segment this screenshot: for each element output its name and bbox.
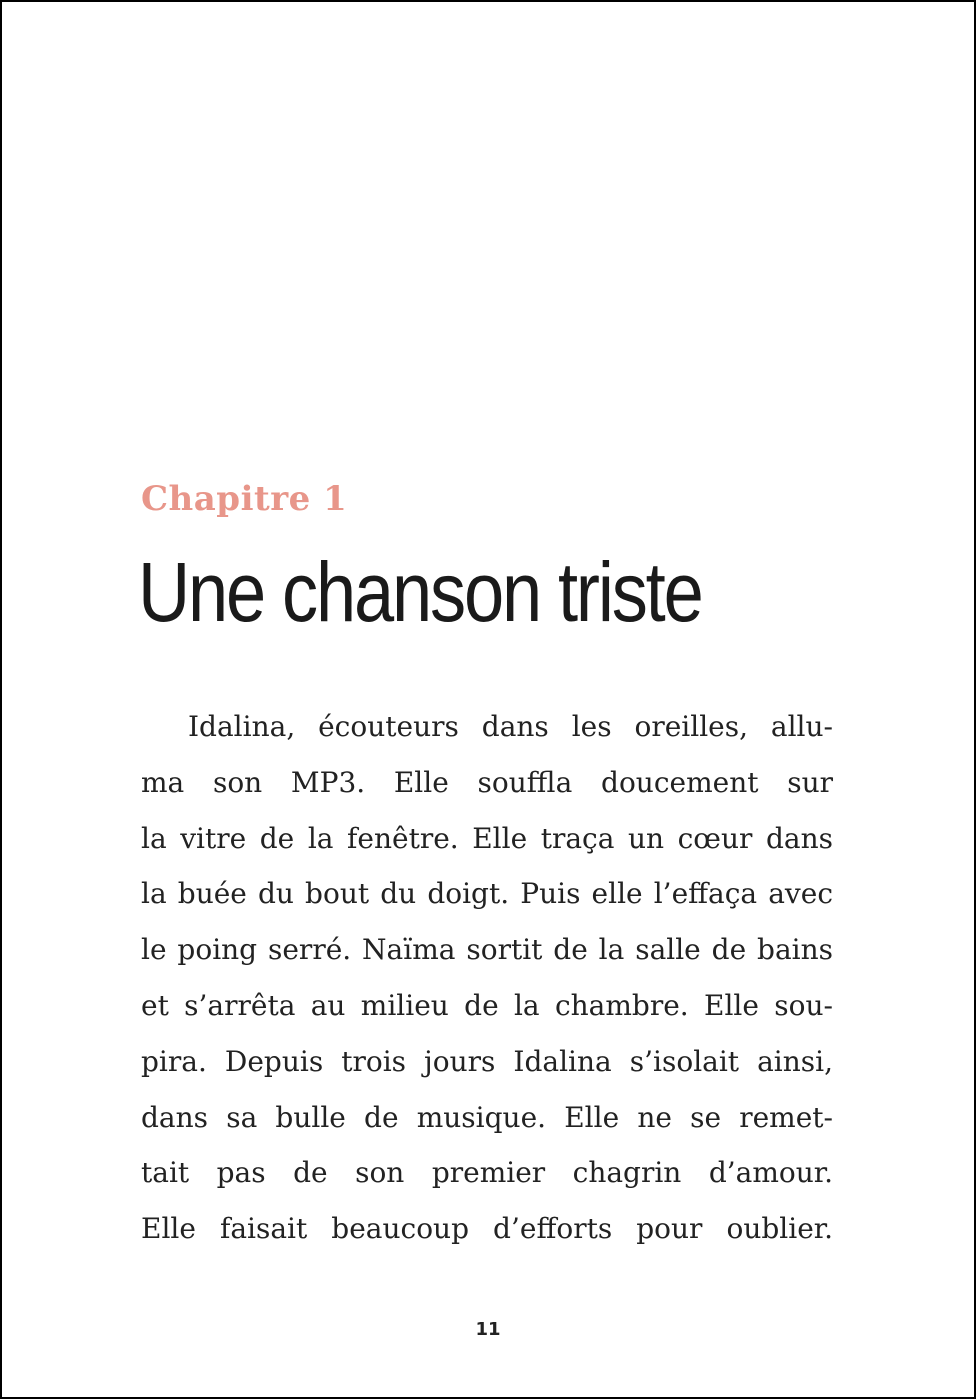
text-line: la buée du bout du doigt. Puis elle l’effaça avec <box>141 877 833 911</box>
chapter-title: Une chanson triste <box>138 545 702 639</box>
text-line: pira. Depuis trois jours Idalina s’isolait ainsi, <box>141 1044 833 1078</box>
text-line: le poing serré. Naïma sortit de la salle de bains <box>141 933 833 967</box>
text-line: ma son MP3. Elle souffla doucement sur <box>141 765 833 799</box>
text-line: et s’arrêta au milieu de la chambre. Elle sou- <box>141 988 833 1022</box>
text-line: Elle faisait beaucoup d’efforts pour oublier. <box>141 1212 833 1246</box>
page-number: 11 <box>475 1319 501 1340</box>
chapter-body-paragraph <box>141 699 833 1257</box>
text-line: Idalina, écouteurs dans les oreilles, allu- <box>188 710 833 743</box>
text-line: tait pas de son premier chagrin d’amour. <box>141 1156 833 1190</box>
chapter-label: Chapitre 1 <box>141 479 348 519</box>
text-line: la vitre de la fenêtre. Elle traça un cœur dans <box>141 821 833 855</box>
text-line: dans sa bulle de musique. Elle ne se remet- <box>141 1100 833 1134</box>
